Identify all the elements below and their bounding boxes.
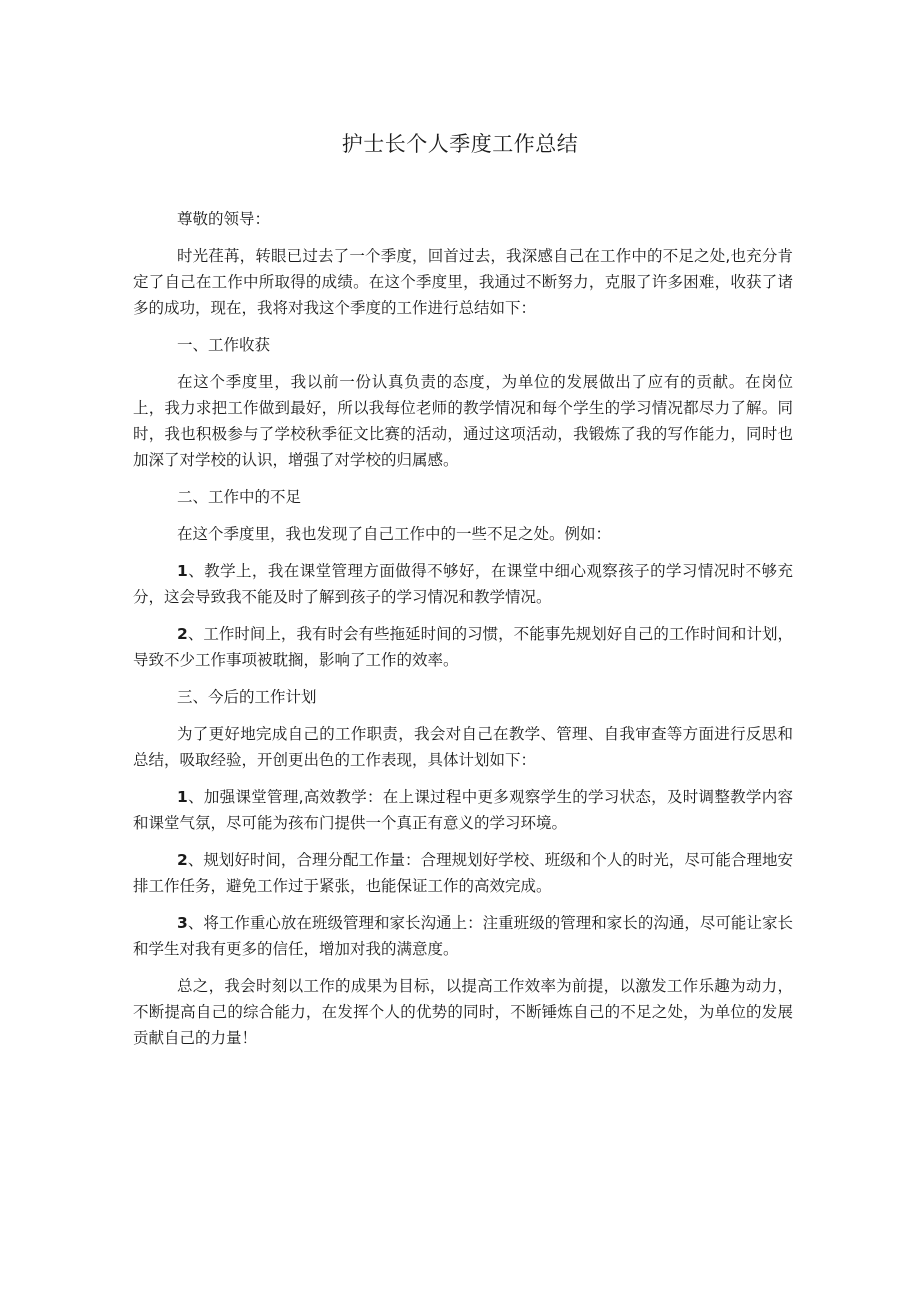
paragraph xyxy=(133,973,793,1051)
section-heading xyxy=(133,684,793,710)
paragraph-text: 在这个季度里，我以前一份认真负责的态度，为单位的发展做出了应有的贡献。在岗位上，我力求把工作做到最好，所以我每位老师的教学情况和每个学生的学习情况都尽力了解。同时，我也积极参与了学校秋季征文比赛的活动，通过这项活动，我锻炼了我的写作能力，同时也加深了对学校的认识，增强了对学校的归属感。 xyxy=(133,373,793,469)
list-item-number: 2 xyxy=(177,625,188,643)
paragraph-text: 、将工作重心放在班级管理和家长沟通上：注重班级的管理和家长的沟通，尽可能让家长和学生对我有更多的信任，增加对我的满意度。 xyxy=(133,914,793,958)
paragraph-text: 尊敬的领导： xyxy=(177,210,271,228)
list-item xyxy=(133,910,793,962)
paragraph-text: 总之，我会时刻以工作的成果为目标，以提高工作效率为前提，以激发工作乐趣为动力，不断提高自己的综合能力，在发挥个人的优势的同时，不断锤炼自己的不足之处，为单位的发展贡献自己的力量！ xyxy=(133,977,793,1047)
paragraph-text: 三、今后的工作计划 xyxy=(177,688,317,706)
list-item-number: 2 xyxy=(177,851,188,869)
list-item xyxy=(133,558,793,610)
list-item-number: 3 xyxy=(177,914,188,932)
document-body xyxy=(133,206,793,1051)
paragraph-text: 一、工作收获 xyxy=(177,336,271,354)
section-heading xyxy=(133,332,793,358)
paragraph-text: 、工作时间上，我有时会有些拖延时间的习惯，不能事先规划好自己的工作时间和计划，导致不少工作事项被耽搁，影响了工作的效率。 xyxy=(133,625,793,669)
list-item-number: 1 xyxy=(177,788,188,806)
list-item xyxy=(133,621,793,673)
list-item xyxy=(133,847,793,899)
paragraph-text: 在这个季度里，我也发现了自己工作中的一些不足之处。例如： xyxy=(177,525,612,543)
paragraph xyxy=(133,521,793,547)
paragraph-text: 二、工作中的不足 xyxy=(177,488,302,506)
paragraph-text: 为了更好地完成自己的工作职责，我会对自己在教学、管理、自我审查等方面进行反思和总结，吸取经验，开创更出色的工作表现，具体计划如下： xyxy=(133,725,793,769)
list-item-number: 1 xyxy=(177,562,188,580)
paragraph-text: 、加强课堂管理,高效教学：在上课过程中更多观察学生的学习状态，及时调整教学内容和课堂气氛，尽可能为孩布门提供一个真正有意义的学习环境。 xyxy=(133,788,793,832)
paragraph-text: 、规划好时间，合理分配工作量：合理规划好学校、班级和个人的时光，尽可能合理地安排工作任务，避免工作过于紧张，也能保证工作的高效完成。 xyxy=(133,851,793,895)
list-item xyxy=(133,784,793,836)
paragraph-text: 、教学上，我在课堂管理方面做得不够好，在课堂中细心观察孩子的学习情况时不够充分，这会导致我不能及时了解到孩子的学习情况和教学情况。 xyxy=(133,562,793,606)
paragraph xyxy=(133,243,793,321)
paragraph xyxy=(133,369,793,473)
section-heading xyxy=(133,484,793,510)
greeting xyxy=(133,206,793,232)
paragraph xyxy=(133,721,793,773)
document-title: 护士长个人季度工作总结 xyxy=(341,132,579,156)
paragraph-text: 时光荏苒，转眼已过去了一个季度，回首过去，我深感自己在工作中的不足之处,也充分肯定了自己在工作中所取得的成绩。在这个季度里，我通过不断努力，克服了许多困难，收获了诸多的成功，现在，我将对我这个季度的工作进行总结如下： xyxy=(133,247,793,317)
